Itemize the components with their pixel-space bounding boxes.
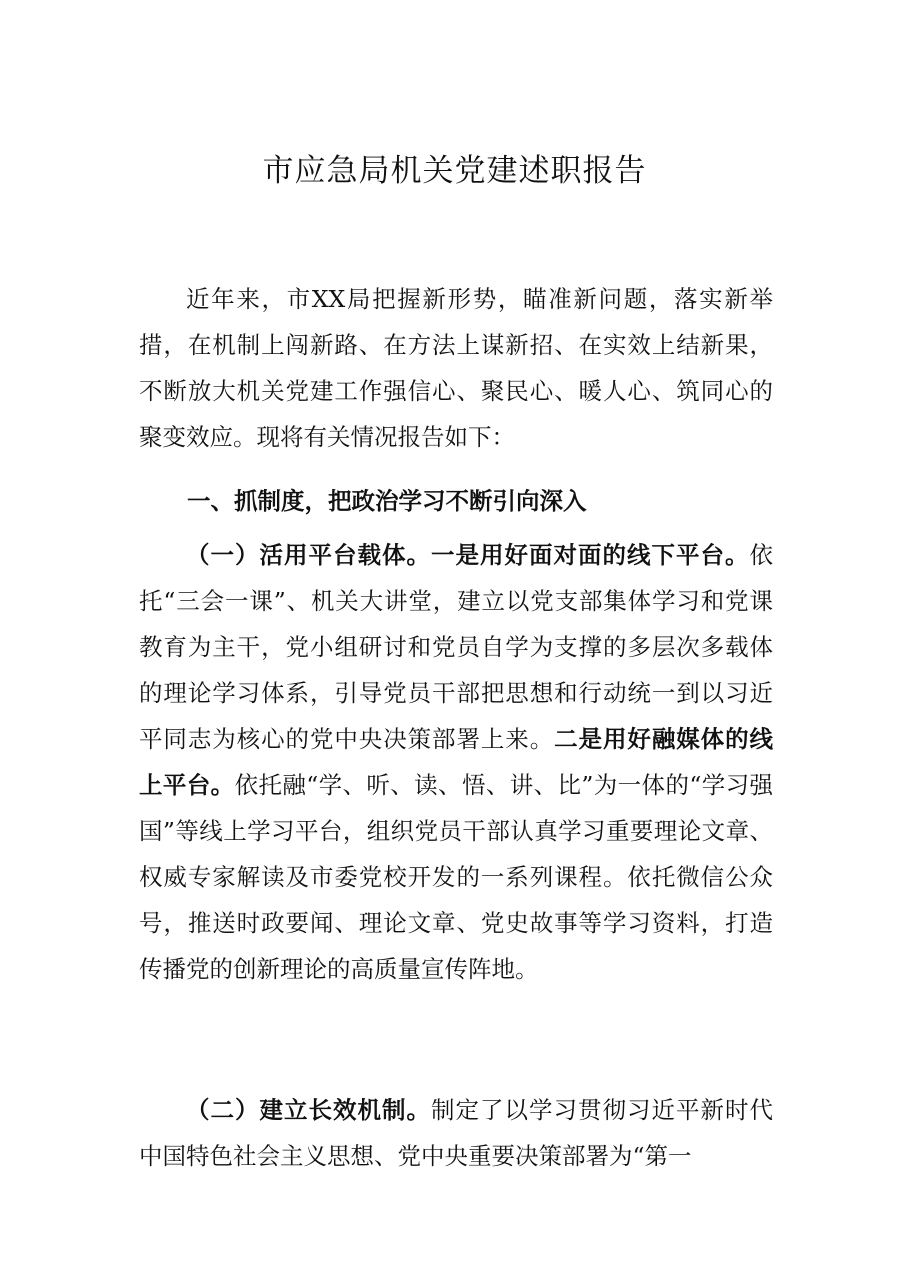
subsection-2-text: 制定了以学习贯彻习近平新时代中国特色社会主义思想、党中央重要决策部署为“第一 — [139, 1096, 773, 1170]
intro-paragraph: 近年来，市XX局把握新形势，瞄准新问题，落实新举措，在机制上闯新路、在方法上谋新招、在实效上结新果，不断放大机关党建工作强信心、聚民心、暖人心、筑同心的聚变效应。现将有关情况报告如下： — [139, 285, 773, 451]
section-heading: 一、抓制度，把政治学习不断引向深入 — [187, 487, 587, 515]
subsection-2-label: （二）建立长效机制。 — [186, 1096, 431, 1124]
point-1-label: 一是用好面对面的线下平台。 — [431, 541, 750, 569]
point-2-text: 依托融“学、听、读、悟、讲、比”为一体的“学习强国”等线上学习平台，组织党员干部认真学习重要理论文章、权威专家解读及市委党校开发的一系列课程。依托微信公众号，推送时政要闻、理论文章、党史故事等学习资料，打造传播党的创新理论的高质量宣传阵地。 — [139, 771, 774, 983]
subsection-2-paragraph — [139, 1087, 773, 1179]
point-2-label: 二是用好融媒体的线上平台。 — [139, 725, 774, 799]
document-title: 市应急局机关党建述职报告 — [262, 153, 647, 189]
point-1-text: 依托“三会一课”、机关大讲堂，建立以党支部集体学习和党课教育为主干，党小组研讨和党员自学为支撑的多层次多载体的理论学习体系，引导党员干部把思想和行动统一到以习近平同志为核心的党中央决策部署上来。 — [139, 541, 773, 753]
subsection-1-label: （一）活用平台载体。 — [186, 541, 431, 569]
subsection-1-paragraph — [139, 532, 773, 992]
